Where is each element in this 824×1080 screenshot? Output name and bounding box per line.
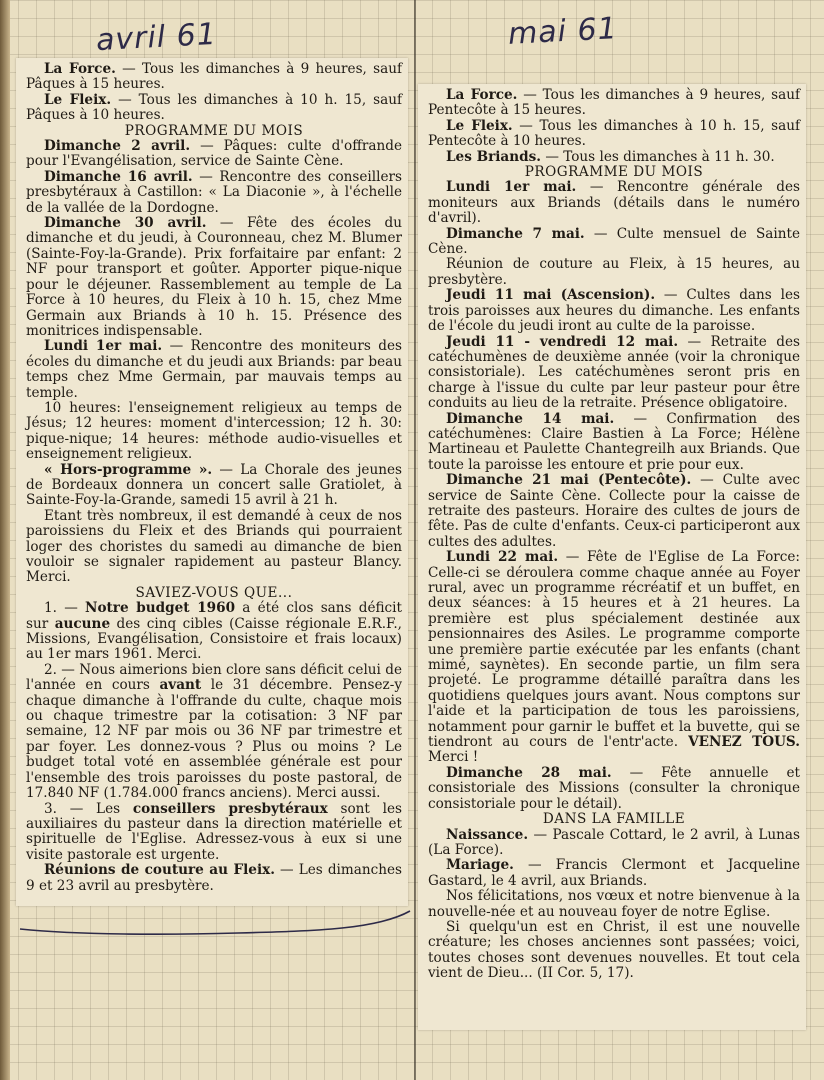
service-times-les-briands: Les Briands. — Tous les dimanches à 11 h. 30. xyxy=(446,148,775,165)
entry-jeudi-11-mai: Jeudi 11 mai (Ascension). — Cultes dans les trois paroisses aux heures du dimanche. Les enfants de l'école du jeudi iront au culte de la paroisse. xyxy=(428,287,800,335)
entry-choristes-request: Etant très nombreux, il est demandé à ceux de nos paroissiens du Fleix et des Briands qui pourraient loger des choristes du samedi au dimanche de bien vouloir se signaler rapidement au pasteur Blancy. Merci. xyxy=(26,507,402,586)
entry-dimanche-16-avril: Dimanche 16 avril. — Rencontre des conseillers presbytéraux à Castillon: « La Diaconie », à l'échelle de la vallée de la Dordogne. xyxy=(26,168,402,216)
notebook-binding-edge xyxy=(0,0,10,1080)
entry-hors-programme: « Hors-programme ». — La Chorale des jeunes de Bordeaux donnera un concert salle Gratiolet, à Sainte-Foy-la-Grande, samedi 15 avril à 21 h. xyxy=(26,461,402,509)
entry-schedule-details: 10 heures: l'enseignement religieux au temps de Jésus; 12 heures: moment d'intercession; 12 h. 30: pique-nique; 14 heures: méthode audio-visuelles et enseignement religieux. xyxy=(26,399,402,463)
entry-conseillers: 3. — Les conseillers presbytéraux sont les auxiliaires du pasteur dans la direction matérielle et spirituelle de l'Eglise. Adressez-vous à eux si une visite pastorale est urgente. xyxy=(26,800,403,863)
service-times-le-fleix: Le Fleix. — Tous les dimanches à 10 h. 15, sauf Pâques à 10 heures. xyxy=(26,91,402,124)
entry-dimanche-7-mai: Dimanche 7 mai. — Culte mensuel de Sainte Cène. xyxy=(428,225,800,258)
entry-dimanche-2-avril: Dimanche 2 avril. — Pâques: culte d'offrande pour l'Evangélisation, service de Sainte Cène. xyxy=(26,138,402,170)
newspaper-clipping-may xyxy=(418,84,806,1030)
entry-naissance: Naissance. — Pascale Cottard, le 2 avril, à Lunas (La Force). xyxy=(428,826,800,858)
section-heading-programme: PROGRAMME DU MOIS xyxy=(524,164,704,181)
entry-budget-current: 2. — Nous aimerions bien clore sans déficit celui de l'année en cours avant le 31 décembre. Pensez-y chaque dimanche à l'offrande du culte, chaque mois ou chaque trimestre par la cotisation: 3 NF par semaine, 12 NF par mois ou 36 NF par trimestre et par foyer. Les donnez-vous ? Plus ou moins ? Le budget total voté en assemblée générale est pour l'ensemble des trois paroisses du poste pastoral, de 17.840 NF (1.784.000 francs anciens). Merci aussi. xyxy=(26,661,402,802)
service-times-le-fleix: Le Fleix. — Tous les dimanches à 10 h. 15, sauf Pentecôte à 10 heures. xyxy=(428,117,800,150)
entry-budget-1960: 1. — Notre budget 1960 a été clos sans déficit sur aucune des cinq cibles (Caisse régionale E.R.F., Missions, Evangélisation, Consistoire et frais locaux) au 1er mars 1961. Merci. xyxy=(26,600,402,663)
entry-mariage: Mariage. — Francis Clermont et Jacqueline Gastard, le 4 avril, aux Briands. xyxy=(428,857,800,889)
entry-lundi-1er-mai: Lundi 1er mai. — Rencontre des moniteurs des écoles du dimanche et du jeudi aux Briands: par beau temps chez Mme Germain, par mauvais temps au temple. xyxy=(26,338,402,401)
handwritten-month-left: avril 61 xyxy=(95,16,218,59)
entry-lundi-1er-mai: Lundi 1er mai. — Rencontre générale des moniteurs aux Briands (détails dans le numéro d'avril). xyxy=(428,179,800,227)
entry-dimanche-28-mai: Dimanche 28 mai. — Fête annuelle et consistoriale des Missions (consulter la chronique consistoriale pour le détail). xyxy=(428,764,800,812)
service-times-la-force: La Force. — Tous les dimanches à 9 heures, sauf Pâques à 15 heures. xyxy=(26,61,402,93)
entry-retraite-catechumenes: Jeudi 11 - vendredi 12 mai. — Retraite des catéchumènes de deuxième année (voir la chronique consistoriale). Les catéchumènes seront pris en charge à l'issue du culte par leur pasteur pour être conduits au lieu de la retraite. Présence obligatoire. xyxy=(428,333,801,412)
section-heading-saviez-vous: SAVIEZ-VOUS QUE... xyxy=(135,584,293,601)
entry-lundi-22-mai: Lundi 22 mai. — Fête de l'Eglise de La Force: Celle-ci se déroulera comme chaque année au Foyer rural, avec un programme récréatif et un buffet, en deux séances: à 15 heures et à 21 heures. La première est plus spécialement destinée aux pensionnaires des Asiles. Le programme comporte une première partie exécutée par les enfants (chant mimé, saynètes). En seconde partie, un film sera projeté. Le programme détaillé paraîtra dans les quotidiens quelques jours avant. Nous comptons sur l'aide et la participation de tous les paroissiens, notamment pour garnir le buffet et la buvette, qui se tiendront au cours de l'entr'acte. VENEZ TOUS. Merci ! xyxy=(428,549,800,766)
entry-dimanche-21-mai: Dimanche 21 mai (Pentecôte). — Culte avec service de Sainte Cène. Collecte pour la caisse de retraite des pasteurs. Horaire des cultes de jours de fête. Pas de culte d'enfants. Ceux-ci participeront aux cultes des adultes. xyxy=(428,472,800,550)
entry-scripture-quote: Si quelqu'un est en Christ, il est une nouvelle créature; les choses anciennes sont passées; voici, toutes choses sont devenues nouvelles. Et tout cela vient de Dieu... (II Cor. 5, 17). xyxy=(428,918,800,982)
section-heading-programme: PROGRAMME DU MOIS xyxy=(124,122,304,139)
entry-felicitations: Nos félicitations, nos vœux et notre bienvenue à la nouvelle-née et au nouveau foyer de notre Eglise. xyxy=(428,888,800,920)
entry-dimanche-30-avril: Dimanche 30 avril. — Fête des écoles du dimanche et du jeudi, à Couronneau, chez M. Blumer (Sainte-Foy-la-Grande). Prix forfaitaire par enfant: 2 NF pour transport et goûter. Apporter pique-nique pour le déjeuner. Rassemblement au temple de La Force à 10 heures, du Fleix à 10 h. 15, chez Mme Germain aux Briands à 10 h. 15. Présence des monitrices indispensable. xyxy=(26,215,402,339)
service-times-la-force: La Force. — Tous les dimanches à 9 heures, sauf Pentecôte à 15 heures. xyxy=(428,87,800,119)
handwritten-month-right: mai 61 xyxy=(507,11,619,52)
entry-reunions-couture: Réunions de couture au Fleix. — Les dimanches 9 et 23 avril au presbytère. xyxy=(26,862,403,894)
column-divider xyxy=(414,0,416,1080)
entry-dimanche-14-mai: Dimanche 14 mai. — Confirmation des catéchumènes: Claire Bastien à La Force; Hélène Martineau et Paulette Chantegreilh aux Briands. Que toute la paroisse les entoure et prie pour eux. xyxy=(428,410,800,473)
newspaper-clipping-april xyxy=(16,58,408,906)
pen-stroke xyxy=(18,905,413,937)
section-heading-famille: DANS LA FAMILLE xyxy=(542,811,686,828)
entry-reunion-couture: Réunion de couture au Fleix, à 15 heures, au presbytère. xyxy=(428,256,800,288)
